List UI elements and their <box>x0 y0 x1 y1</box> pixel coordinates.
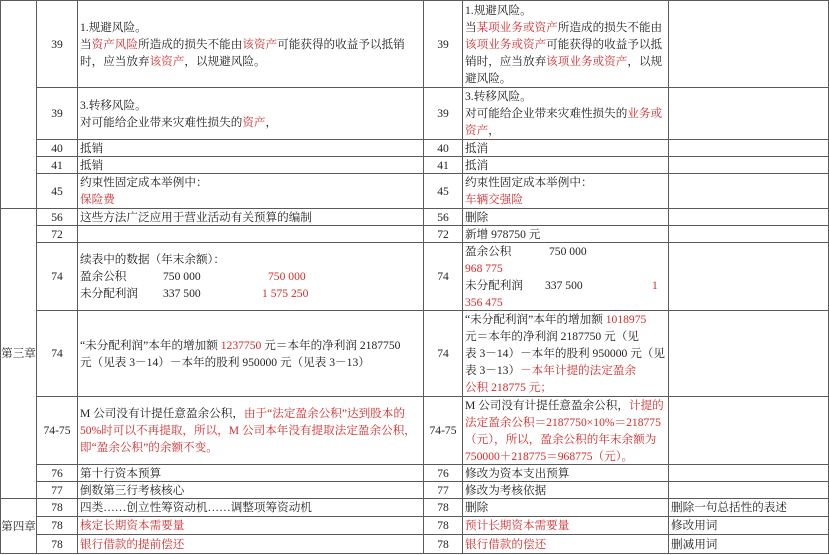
text-segment: 可能获得的收益予以抵销 <box>277 37 405 51</box>
text-line <box>80 354 370 371</box>
note-cell <box>669 226 829 243</box>
original-page-cell <box>37 499 78 517</box>
revised-text-cell <box>463 397 669 465</box>
highlighted-text: 50%时可以不再提取，所以，M 公司本年没有提取法定盈余公积， <box>80 424 416 437</box>
text-segment: ， <box>265 115 278 129</box>
page-number: 74 <box>51 347 63 360</box>
revised-text-cell <box>463 1 669 88</box>
original-text-cell <box>78 499 424 517</box>
highlighted-text: 该资产 <box>242 37 278 51</box>
chapter-cell <box>1 209 37 499</box>
highlighted-text: 1237750 <box>220 338 262 352</box>
text-line <box>465 294 503 311</box>
text-segment: 未分配利润 <box>465 278 523 292</box>
text-line <box>80 285 308 302</box>
text-line <box>465 379 552 396</box>
page-number: 77 <box>51 483 63 497</box>
original-text-cell <box>78 465 424 482</box>
highlighted-text: －本年计提的法定盈余 <box>520 364 637 377</box>
note-cell <box>669 174 829 209</box>
text-segment: ， <box>488 124 500 137</box>
revised-page-cell <box>424 517 463 535</box>
revised-page-cell <box>424 243 463 311</box>
text-line <box>465 397 664 414</box>
text-segment: ，以规 <box>627 54 663 68</box>
page-number: 78 <box>51 537 63 551</box>
text-segment: 四类……创立性筹资动机……调整项筹资动机 <box>80 501 312 514</box>
text-line <box>465 209 488 226</box>
highlighted-text: 1 575 250 <box>262 287 309 300</box>
text-segment: 抵消 <box>465 158 489 172</box>
text-segment: 续表中的数据（年末余额）： <box>80 253 225 266</box>
page-number: 74-75 <box>43 424 71 437</box>
original-text-cell <box>78 209 424 226</box>
text-line <box>80 140 103 157</box>
original-text-cell <box>78 174 424 209</box>
revised-text-cell <box>463 140 669 157</box>
text-segment: 所造成的损失不能由 <box>557 20 663 34</box>
original-page-cell <box>37 174 78 209</box>
text-line <box>465 243 587 260</box>
text-segment: 对可能给企业带来灾难性损失的 <box>80 115 243 129</box>
highlighted-text: 资产 <box>242 115 266 129</box>
text-segment: 750 000 <box>549 244 587 258</box>
page-number: 39 <box>437 37 449 51</box>
page-number: 77 <box>437 483 449 497</box>
text-segment: 表 3－14）－本年的股利 950000 元（见 <box>465 347 665 360</box>
page-number: 74 <box>437 270 449 283</box>
note-cell <box>669 243 829 311</box>
text-segment: 修改为考核依据 <box>465 483 547 497</box>
original-page-cell <box>37 1 78 88</box>
note-text: 修改用词 <box>671 519 718 532</box>
page-number: 74 <box>437 347 449 360</box>
text-segment: 元＝本年的净利润 2187750 <box>261 338 401 352</box>
page-number: 74 <box>51 270 63 283</box>
text-line <box>80 465 161 482</box>
text-line <box>80 174 208 191</box>
text-segment: 销时，应当放弃 <box>465 54 547 68</box>
page-number: 56 <box>51 210 63 224</box>
original-text-cell <box>78 1 424 88</box>
highlighted-text: 核定长期资本需要量 <box>80 519 185 532</box>
text-segment: 当 <box>465 20 477 34</box>
text-segment: 抵消 <box>465 141 489 155</box>
highlighted-text: 公积 218775 元； <box>465 381 552 394</box>
original-text-cell <box>78 226 424 243</box>
note-cell <box>669 465 829 482</box>
text-segment: 修改为资本支出预算 <box>465 466 570 480</box>
highlighted-text: 计提的 <box>628 398 664 412</box>
chapter-cell <box>1 499 37 554</box>
original-text-cell <box>78 88 424 140</box>
revised-page-cell <box>424 311 463 397</box>
page-number: 41 <box>437 158 449 172</box>
text-line <box>80 517 184 534</box>
text-line <box>80 337 400 354</box>
text-line <box>465 105 662 122</box>
text-line <box>80 97 147 114</box>
revised-text-cell <box>463 88 669 140</box>
page-number: 78 <box>51 519 63 532</box>
note-cell <box>669 88 829 140</box>
page-number: 76 <box>51 466 63 480</box>
revised-page-cell <box>424 499 463 517</box>
text-line <box>80 251 225 268</box>
text-line <box>465 328 639 345</box>
highlighted-text: 该资产 <box>149 54 185 68</box>
text-line <box>465 414 661 431</box>
text-line <box>80 36 405 53</box>
text-segment: 元（见表 3－14）－本年的股利 950000 元（见表 3－13） <box>80 355 370 369</box>
text-line <box>465 345 665 362</box>
text-line <box>465 499 488 516</box>
highlighted-text: 该项业务或资产 <box>546 54 628 68</box>
note-cell <box>669 1 829 88</box>
original-text-cell <box>78 517 424 535</box>
text-line <box>465 311 646 328</box>
revised-text-cell <box>463 499 669 517</box>
text-segment: ，以规避风险。 <box>184 54 266 68</box>
highlighted-text: 该项业务或资产 <box>465 37 547 51</box>
original-page-cell <box>37 397 78 465</box>
text-line <box>465 226 540 243</box>
revised-text-cell <box>463 482 669 499</box>
original-text-cell <box>78 397 424 465</box>
original-page-cell <box>37 517 78 535</box>
text-line <box>80 536 184 553</box>
highlighted-text: 356 475 <box>465 295 503 309</box>
text-line <box>465 482 546 499</box>
page-number: 56 <box>437 210 449 224</box>
revised-text-cell <box>463 209 669 226</box>
revised-page-cell <box>424 88 463 140</box>
text-segment: “未分配利润”本年的增加额 <box>80 338 221 352</box>
page-number: 74-75 <box>429 424 457 437</box>
text-line <box>80 19 147 36</box>
text-segment: 3.转移风险。 <box>80 98 147 112</box>
text-line <box>465 465 569 482</box>
text-segment: 避风险。 <box>465 71 512 85</box>
page-number: 40 <box>51 141 63 155</box>
text-segment: 盈余公积 <box>80 270 127 283</box>
text-segment: 倒数第三行考核核心 <box>80 483 185 497</box>
note-text: 删除一句总括性的表述 <box>671 501 787 514</box>
page-number: 39 <box>51 107 63 120</box>
text-segment: 新增 978750 元 <box>465 227 541 241</box>
note-cell <box>669 535 829 554</box>
text-line <box>80 405 405 422</box>
original-page-cell <box>37 243 78 311</box>
text-segment: M 公司没有计提任意盈余公积， <box>465 398 629 412</box>
revised-page-cell <box>424 397 463 465</box>
highlighted-text: 968 775 <box>465 261 503 275</box>
revised-text-cell <box>463 535 669 554</box>
highlighted-text: 法定盈余公积＝2187750×10%＝218775 <box>465 415 661 429</box>
note-cell <box>669 140 829 157</box>
highlighted-text: 保险费 <box>80 193 115 206</box>
revised-page-cell <box>424 226 463 243</box>
original-page-cell <box>37 482 78 499</box>
text-line <box>80 209 312 226</box>
page-number: 39 <box>51 37 63 51</box>
text-line <box>465 448 633 465</box>
text-segment: 3.转移风险。 <box>465 90 532 103</box>
text-line <box>465 2 532 19</box>
original-page-cell <box>37 88 78 140</box>
text-line <box>465 191 523 208</box>
text-line <box>465 536 546 553</box>
note-cell <box>669 209 829 226</box>
note-cell <box>669 311 829 397</box>
highlighted-text: （元），所以，盈余公积的年末余额为 <box>465 432 657 446</box>
highlighted-text: 银行借款的偿还 <box>465 537 547 551</box>
text-line <box>465 88 532 105</box>
original-text-cell <box>78 157 424 174</box>
text-segment: 抵销 <box>80 158 104 172</box>
original-text-cell <box>78 140 424 157</box>
page-number: 76 <box>437 466 449 480</box>
highlighted-text: 750 000 <box>268 270 306 283</box>
highlighted-text: 750000＋218775＝968775（元）。 <box>465 449 634 463</box>
text-line <box>465 122 500 139</box>
text-line <box>465 174 593 191</box>
text-segment: M 公司没有计提任意盈余公积， <box>80 407 244 420</box>
original-text-cell <box>78 482 424 499</box>
original-text-cell <box>78 535 424 554</box>
text-segment: 第十行资本预算 <box>80 466 162 480</box>
text-line <box>465 70 511 87</box>
page-number: 72 <box>51 227 63 241</box>
revised-page-cell <box>424 140 463 157</box>
text-segment: 删除 <box>465 210 489 224</box>
text-segment: “未分配利润”本年的增加额 <box>465 313 606 326</box>
text-segment: 1.规避风险。 <box>465 3 532 17</box>
page-number: 78 <box>51 501 63 514</box>
original-page-cell <box>37 465 78 482</box>
highlighted-text: 预计长期资本需要量 <box>465 519 570 532</box>
highlighted-text: 资产风险 <box>91 37 138 51</box>
text-line <box>465 140 488 157</box>
original-text-cell <box>78 311 424 397</box>
text-segment: 约束性固定成本举例中： <box>80 176 208 189</box>
revised-text-cell <box>463 517 669 535</box>
text-segment: 所造成的损失不能由 <box>138 37 243 51</box>
page-number: 40 <box>437 141 449 155</box>
text-segment: 337 500 <box>163 287 201 300</box>
text-segment: 750 000 <box>163 270 201 283</box>
highlighted-text: 1018975 <box>605 313 647 326</box>
text-segment: 这些方法广泛应用于营业活动有关预算的编制 <box>80 210 312 224</box>
text-line <box>465 431 656 448</box>
text-line <box>465 19 662 36</box>
text-line <box>80 422 416 439</box>
original-page-cell <box>37 311 78 397</box>
page-number: 78 <box>437 501 449 514</box>
text-segment: 时，应当放弃 <box>80 54 150 68</box>
text-segment: 可能获得的收益予以抵 <box>546 37 663 51</box>
revised-page-cell <box>424 174 463 209</box>
page-number: 41 <box>51 158 63 172</box>
highlighted-text: 银行借款的提前偿还 <box>80 537 185 551</box>
text-segment: 删除 <box>465 501 489 514</box>
chapter-cell <box>1 1 37 209</box>
original-page-cell <box>37 535 78 554</box>
chapter-label: 第三章 <box>1 347 36 360</box>
text-line <box>465 260 503 277</box>
highlighted-text: 1 <box>652 278 658 292</box>
note-cell <box>669 157 829 174</box>
text-segment: 盈余公积 <box>465 244 512 258</box>
revised-text-cell <box>463 311 669 397</box>
revised-page-cell <box>424 465 463 482</box>
text-line <box>80 268 306 285</box>
text-line <box>80 114 277 131</box>
text-segment: 对可能给企业带来灾难性损失的 <box>465 107 628 120</box>
text-line <box>80 53 266 70</box>
text-line <box>80 499 312 516</box>
text-segment: 当 <box>80 37 92 51</box>
page-number: 72 <box>437 227 449 241</box>
text-line <box>465 53 662 70</box>
page-number: 45 <box>51 184 63 198</box>
original-page-cell <box>37 157 78 174</box>
highlighted-text: 资产 <box>465 124 489 137</box>
revised-text-cell <box>463 243 669 311</box>
text-line <box>465 277 658 294</box>
revised-page-cell <box>424 209 463 226</box>
original-text-cell <box>78 243 424 311</box>
text-line <box>80 482 184 499</box>
revised-page-cell <box>424 157 463 174</box>
note-cell <box>669 397 829 465</box>
text-line <box>465 36 662 53</box>
revised-page-cell <box>424 535 463 554</box>
note-cell <box>669 499 829 517</box>
text-segment: 未分配利润 <box>80 287 138 300</box>
text-line <box>465 362 636 379</box>
text-segment: 表 3－13） <box>465 364 521 377</box>
text-line <box>80 191 115 208</box>
text-line <box>465 157 488 174</box>
text-segment: 337 500 <box>545 278 583 292</box>
note-cell <box>669 517 829 535</box>
highlighted-text: 即“盈余公积”的余额不变。 <box>80 441 218 454</box>
original-page-cell <box>37 226 78 243</box>
page-number: 78 <box>437 537 449 551</box>
highlighted-text: 业务或 <box>627 107 663 120</box>
revised-text-cell <box>463 465 669 482</box>
text-segment: 元＝本年的净利润 2187750 元（见 <box>465 330 639 343</box>
revised-text-cell <box>463 226 669 243</box>
page-number: 39 <box>437 107 449 120</box>
text-segment: 1.规避风险。 <box>80 20 147 34</box>
highlighted-text: 某项业务或资产 <box>476 20 558 34</box>
note-cell <box>669 482 829 499</box>
original-page-cell <box>37 209 78 226</box>
highlighted-text: 车辆交强险 <box>465 193 523 206</box>
text-segment: 抵销 <box>80 141 104 155</box>
revised-text-cell <box>463 174 669 209</box>
page-number: 45 <box>437 184 449 198</box>
page-number: 78 <box>437 519 449 532</box>
highlighted-text: 由于“法定盈余公积”达到股本的 <box>243 407 405 420</box>
note-text: 删减用词 <box>671 537 718 551</box>
revised-page-cell <box>424 482 463 499</box>
revised-text-cell <box>463 157 669 174</box>
text-line <box>465 517 569 534</box>
text-line <box>80 439 218 456</box>
original-page-cell <box>37 140 78 157</box>
text-line <box>80 157 103 174</box>
text-segment: 约束性固定成本举例中： <box>465 176 593 189</box>
chapter-label: 第四章 <box>1 519 36 533</box>
revised-page-cell <box>424 1 463 88</box>
